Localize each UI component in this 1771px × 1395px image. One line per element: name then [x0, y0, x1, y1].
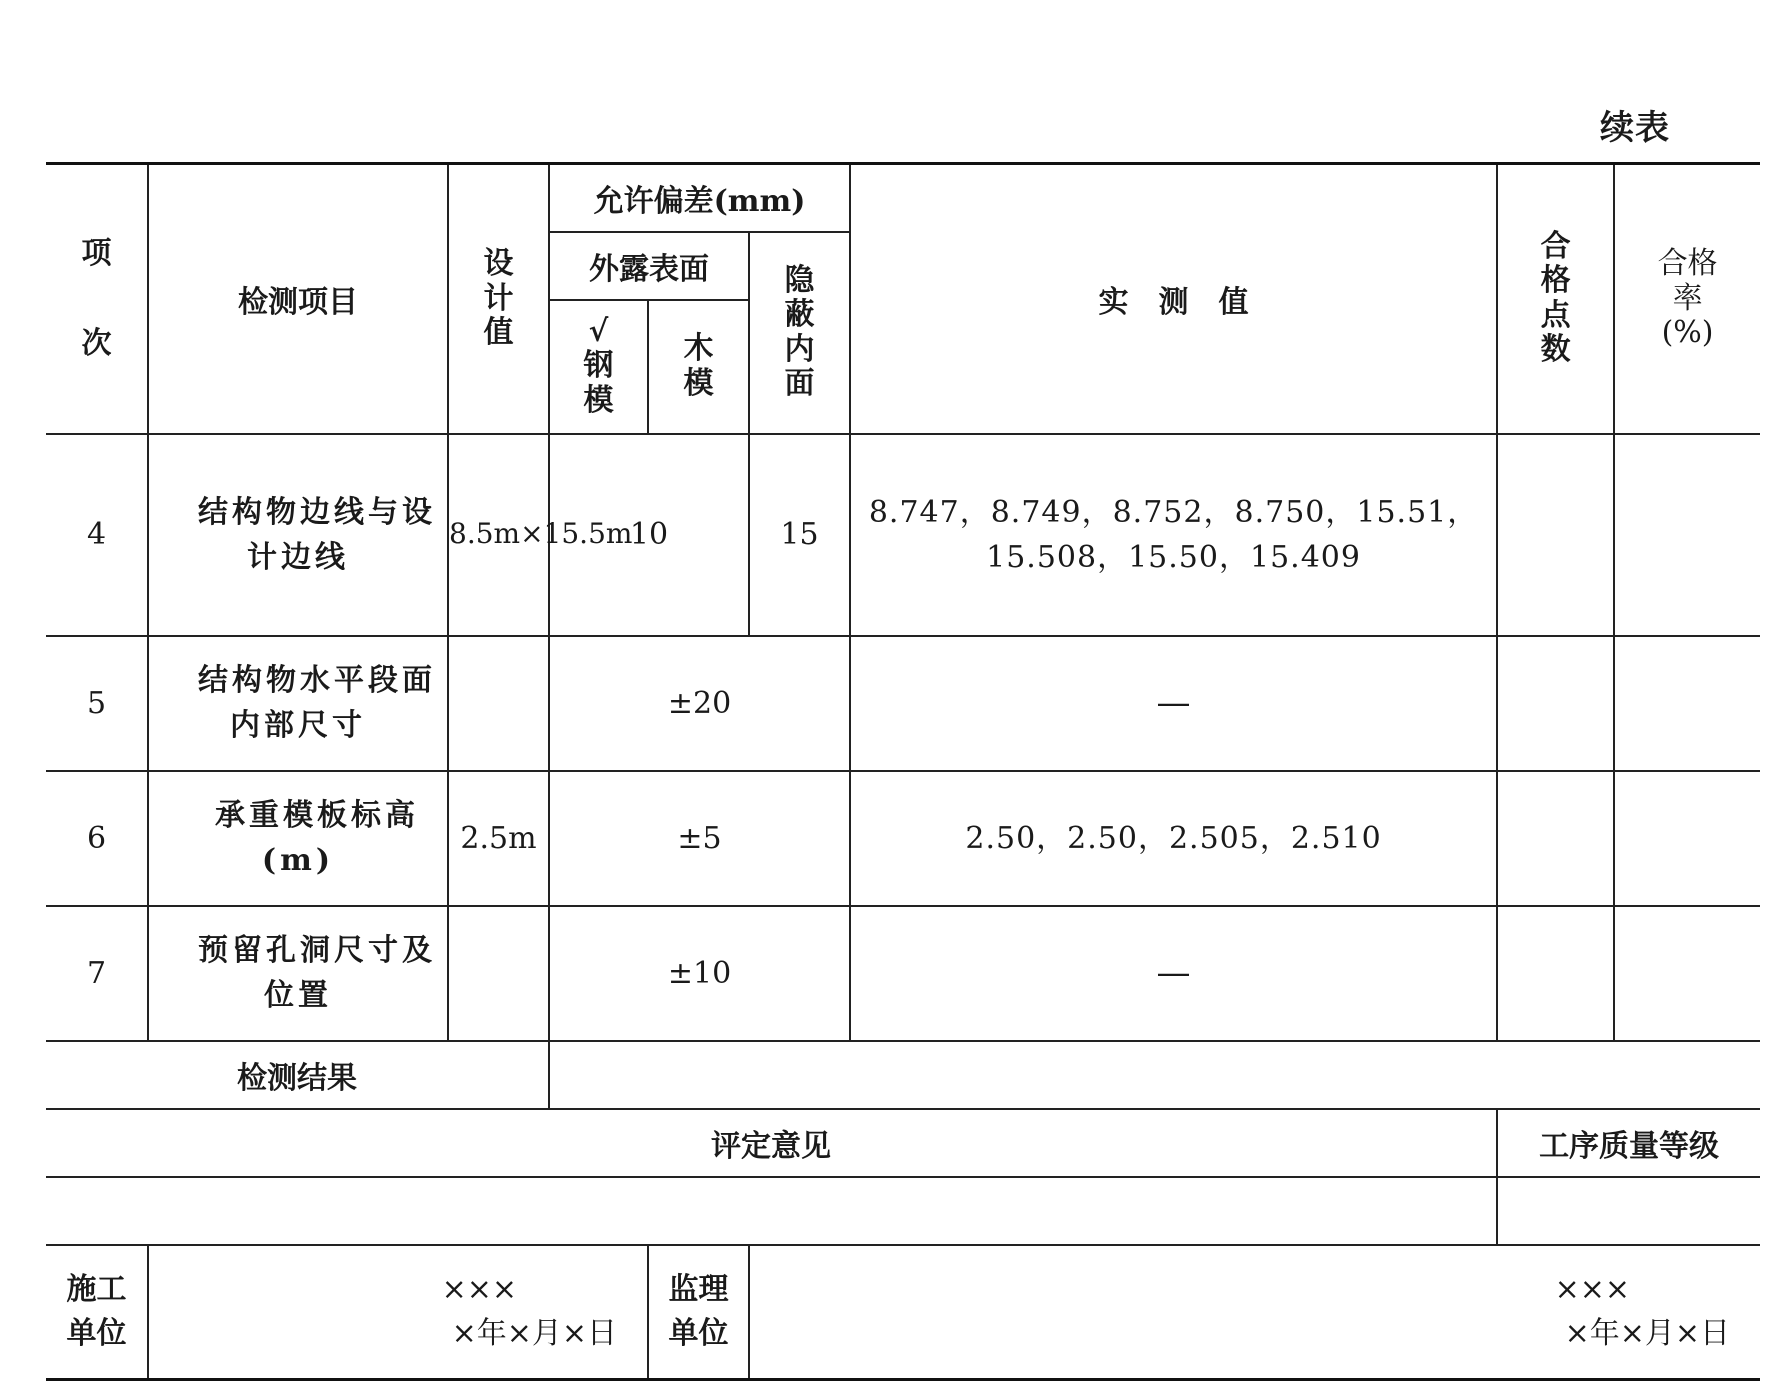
supervision-name: ×××	[1554, 1272, 1631, 1308]
table-row	[46, 771, 1760, 906]
row-deviation: ±20	[549, 636, 850, 771]
grade-label: 工序质量等级	[1497, 1109, 1760, 1177]
table-row	[46, 636, 1760, 771]
header-steel-form: √钢模	[549, 300, 648, 434]
header-qualified-rate: 合格率(%)	[1614, 164, 1760, 434]
row-qualified-points	[1497, 434, 1614, 636]
row-qualified-points	[1497, 906, 1614, 1041]
construction-date: ×年×月×日	[451, 1315, 617, 1351]
supervision-signature	[749, 1245, 1760, 1380]
header-allowable-deviation: 允许偏差(mm)	[549, 164, 850, 232]
grade-value	[1497, 1177, 1760, 1245]
result-value	[549, 1041, 1760, 1109]
row-qualified-rate	[1614, 636, 1760, 771]
row-design: 2.5m	[448, 771, 549, 906]
construction-unit-label: 施工单位	[46, 1245, 148, 1380]
row-design	[448, 636, 549, 771]
row-no: 5	[46, 636, 148, 771]
row-item: 承重模板标高(m)	[148, 771, 448, 906]
table-row	[46, 906, 1760, 1041]
table-row	[46, 434, 1760, 636]
row-no: 7	[46, 906, 148, 1041]
header-inspection-item: 检测项目	[148, 164, 448, 434]
row-measured: 2.50，2.50，2.505，2.510	[850, 771, 1497, 906]
row-deviation: ±5	[549, 771, 850, 906]
construction-name: ×××	[441, 1272, 517, 1308]
supervision-unit-label: 监理单位	[648, 1245, 749, 1380]
row-measured: —	[850, 636, 1497, 771]
row-no: 6	[46, 771, 148, 906]
row-item: 预留孔洞尺寸及位置	[148, 906, 448, 1041]
header-wood-form: 木模	[648, 300, 749, 434]
header-item-no: 项次	[46, 164, 148, 434]
header-measured-values: 实 测 值	[850, 164, 1497, 434]
row-qualified-rate	[1614, 771, 1760, 906]
header-exposed-surface: 外露表面	[549, 232, 749, 300]
row-item: 结构物水平段面内部尺寸	[148, 636, 448, 771]
header-hidden-inner: 隐蔽内面	[749, 232, 850, 434]
row-item: 结构物边线与设计边线	[148, 434, 448, 636]
construction-signature	[148, 1245, 648, 1380]
row-qualified-points	[1497, 771, 1614, 906]
header-design-value: 设计值	[448, 164, 549, 434]
row-qualified-rate	[1614, 434, 1760, 636]
inspection-table	[46, 162, 1760, 1381]
result-label: 检测结果	[46, 1041, 549, 1109]
row-no: 4	[46, 434, 148, 636]
row-exposed-deviation: 10	[549, 434, 749, 636]
row-measured: 8.747，8.749，8.752，8.750，15.51，15.508，15.50，15.409	[850, 434, 1497, 636]
row-measured: —	[850, 906, 1497, 1041]
evaluation-value	[46, 1177, 1497, 1245]
row-deviation: ±10	[549, 906, 850, 1041]
row-qualified-points	[1497, 636, 1614, 771]
evaluation-label: 评定意见	[46, 1109, 1497, 1177]
row-design	[448, 906, 549, 1041]
header-qualified-points: 合格点数	[1497, 164, 1614, 434]
continued-label: 续表	[1600, 108, 1670, 148]
row-qualified-rate	[1614, 906, 1760, 1041]
supervision-date: ×年×月×日	[1564, 1315, 1731, 1351]
row-hidden-deviation: 15	[749, 434, 850, 636]
row-design: 8.5m×15.5m	[448, 434, 549, 636]
